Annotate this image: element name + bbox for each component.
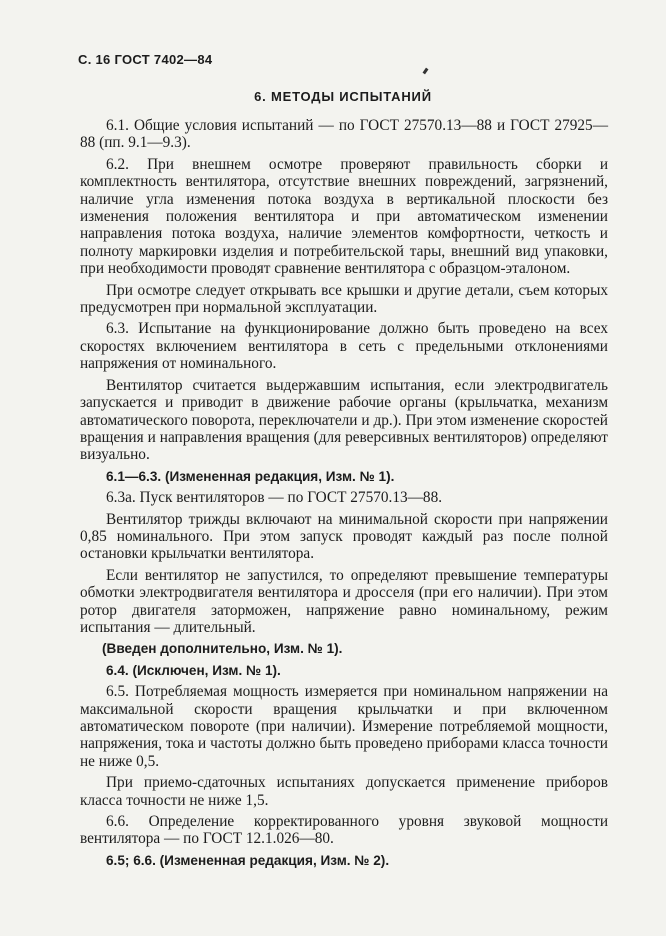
paragraph-6-3: 6.3. Испытание на функционирование должно быть проведено на всех скоростях включением вентилятора в сеть с предельными отклонениями напряжения от номинального. [80, 320, 608, 373]
paragraph-6-4: 6.4. (Исключен, Изм. № 1). [106, 662, 281, 678]
paragraph-6-2: 6.2. При внешнем осмотре проверяют правильность сборки и комплектность вентилятора, отсутствие внешних повреждений, загрязнений, наличие угла изменения потока воздуха в вертикальной плоскости без изменения положения вентилятора и при автоматическом изменении направления потока воздуха, наличие элементов комфортности, четкость и полноту маркировки изделия и потребительской тары, внешний вид упаковки, при необходимости проводят сравнение вентилятора с образцом-эталоном. [80, 155, 608, 278]
amendment-note-2: (Введен дополнительно, Изм. № 1). [102, 641, 343, 657]
paragraph-6-5: 6.5. Потребляемая мощность измеряется при номинальном напряжении на максимальной скорости вращения крыльчатки и при включенном автоматическом повороте (при наличии). Измерение потребляемой мощности, напряжения, тока и частоты должно быть проведено приборами класса точности не ниже 0,5. [80, 683, 608, 770]
amendment-note-1: 6.1—6.3. (Измененная редакция, Изм. № 1). [106, 468, 395, 484]
amendment-note-3: 6.5; 6.6. (Измененная редакция, Изм. № 2). [106, 852, 390, 868]
paragraph-start-test: Вентилятор трижды включают на минимальной скорости при напряжении 0,85 номинального. При этом запуск проводят каждый раз после полной остановки крыльчатки вентилятора. [80, 510, 608, 563]
section-title: 6. МЕТОДЫ ИСПЫТАНИЙ [254, 89, 432, 104]
paragraph-acceptance: При приемо-сдаточных испытаниях допускается применение приборов класса точности не ниже 1,5. [80, 774, 608, 809]
scan-mark [423, 68, 429, 75]
paragraph-6-3a: 6.3а. Пуск вентиляторов — по ГОСТ 27570.13—88. [106, 489, 443, 507]
paragraph-fan-test: Вентилятор считается выдержавшим испытания, если электродвигатель запускается и приводит в движение рабочие органы (крыльчатка, механизм автоматического поворота, переключатели и др.). При этом изменение скоростей вращения и направления вращения (для реверсивных вентиляторов) определяют визуально. [80, 376, 608, 464]
document-body [80, 117, 608, 873]
paragraph-6-6: 6.6. Определение корректированного уровня звуковой мощности вентилятора — по ГОСТ 12.1.026—80. [80, 813, 608, 848]
page-header: С. 16 ГОСТ 7402—84 [78, 52, 213, 67]
paragraph-inspection: При осмотре следует открывать все крышки и другие детали, съем которых предусмотрен при нормальной эксплуатации. [80, 281, 608, 317]
paragraph-no-start: Если вентилятор не запустился, то определяют превышение температуры обмотки электродвигателя вентилятора и дросселя (при его наличии). При этом ротор двигателя заторможен, напряжение равно номинальному, режим испытания — длительный. [80, 566, 608, 636]
paragraph-6-1: 6.1. Общие условия испытаний — по ГОСТ 27570.13—88 и ГОСТ 27925—88 (пп. 9.1—9.3). [80, 117, 608, 152]
